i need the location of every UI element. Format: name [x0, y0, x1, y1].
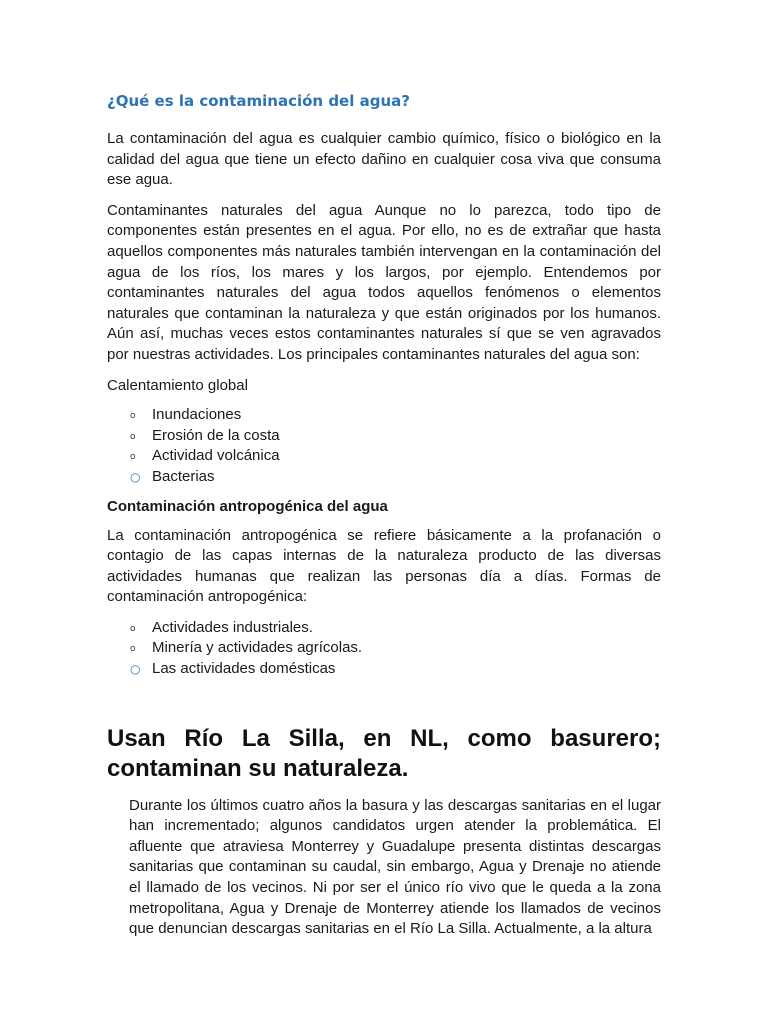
document-page — [107, 90, 661, 940]
list-item-label: Erosión de la costa — [152, 426, 280, 444]
hollow-circle-bullet-icon: o — [130, 431, 136, 442]
paragraph-natural-contaminants: Contaminantes naturales del agua Aunque no lo parezca, todo tipo de componentes están presentes en el agua. Por ello, no es de extrañar que hasta aquellos componentes más naturales también intervengan en la contaminación del agua de los ríos, los mares y los largos, por ejemplo. Entendemos por contaminantes naturales del agua todos aquellos fenómenos o elementos naturales que contaminan la naturaleza y que están originados por los humanos. Aún así, muchas veces estos contaminantes naturales sí que se ven agravados por nuestras actividades. Los principales contaminantes naturales del agua son: — [107, 201, 661, 363]
list-item — [107, 467, 661, 488]
hollow-circle-bullet-icon: ○ — [130, 469, 141, 484]
list-item-label: Minería y actividades agrícolas. — [152, 639, 363, 657]
list-item — [107, 426, 661, 447]
list-item-label: Actividades industriales. — [152, 618, 313, 636]
article-body: Durante los últimos cuatro años la basura y las descargas sanitarias en el lugar han incrementado; algunos candidatos urgen atender la problemática. El afluente que atraviesa Monterrey y Guadalupe presenta distintas descargas sanitarias que contaminan su caudal, sin embargo, Agua y Drenaje no atiende el llamado de los vecinos. Ni por ser el único río vivo que le queda a la zona metropolitana, Agua y Drenaje de Monterrey atiende los llamados de vecinos que denuncian descargas sanitarias en el Río La Silla. Actualmente, a la altura — [129, 796, 661, 938]
list-item-label: Las actividades domésticas — [152, 660, 336, 678]
article-headline: Usan Río La Silla, en NL, como basurero; contaminan su naturaleza. — [107, 724, 661, 782]
hollow-circle-bullet-icon: o — [130, 623, 136, 634]
list-item — [107, 618, 661, 639]
hollow-circle-bullet-icon: o — [130, 644, 136, 655]
paragraph-definition: La contaminación del agua es cualquier cambio químico, físico o biológico en la calidad del agua que tiene un efecto dañino en cualquier cosa viva que consuma ese agua. — [107, 130, 661, 189]
anthropogenic-forms-list — [107, 618, 661, 680]
paragraph-global-warming: Calentamiento global — [107, 376, 248, 394]
list-item — [107, 659, 661, 680]
list-item-label: Bacterias — [152, 467, 215, 485]
list-item-label: Actividad volcánica — [152, 447, 280, 465]
paragraph-anthropogenic: La contaminación antropogénica se refiere básicamente a la profanación o contagio de las capas internas de la naturaleza producto de las diversas actividades humanas que realizan las personas día a días. Formas de contaminación antropogénica: — [107, 526, 661, 606]
list-item — [107, 638, 661, 659]
hollow-circle-bullet-icon: o — [130, 411, 136, 422]
section-title-anthropogenic: Contaminación antropogénica del agua — [107, 497, 388, 515]
list-item — [107, 405, 661, 426]
hollow-circle-bullet-icon: o — [130, 452, 136, 463]
list-item — [107, 446, 661, 467]
list-item-label: Inundaciones — [152, 406, 242, 424]
natural-contaminants-list — [107, 405, 661, 487]
hollow-circle-bullet-icon: ○ — [130, 662, 141, 677]
section-title-what-is-water-pollution: ¿Qué es la contaminación del agua? — [107, 92, 410, 110]
